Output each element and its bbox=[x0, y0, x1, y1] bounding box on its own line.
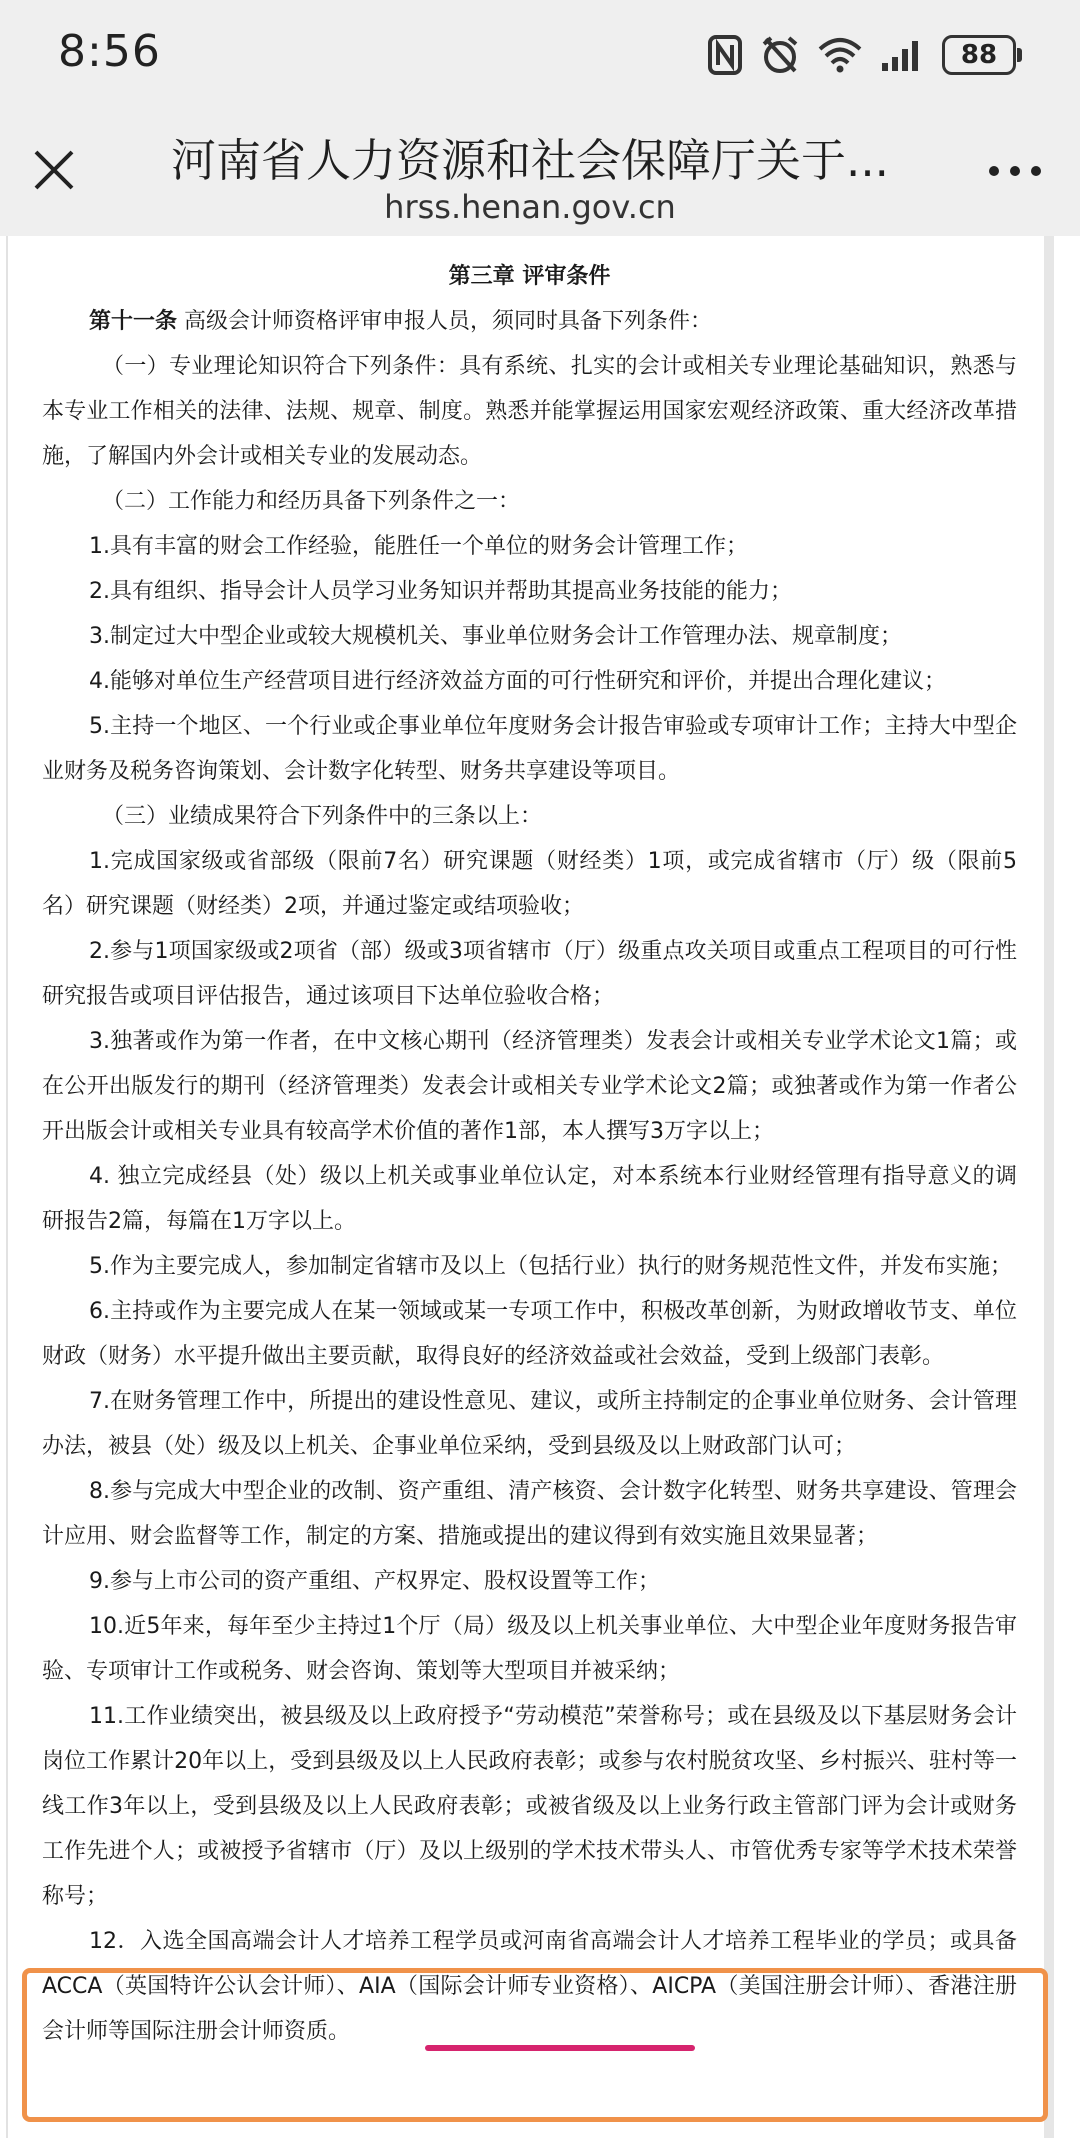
list-item: 2.具有组织、指导会计人员学习业务知识并帮助其提高业务技能的能力； bbox=[89, 579, 792, 604]
list-item: 9.参与上市公司的资产重组、产权界定、股权设置等工作； bbox=[89, 1569, 660, 1594]
list-item: 5.主持一个地区、一个行业或企事业单位年度财务会计报告审验或专项审计工作；主持大中型企业财务及税务咨询策划、会计数字化转型、财务共享建设等项目。 bbox=[42, 714, 1017, 784]
battery-level: 88 bbox=[942, 35, 1016, 75]
article-text: 高级会计师资格评审申报人员，须同时具备下列条件： bbox=[184, 309, 713, 334]
browser-title-bar bbox=[0, 110, 1080, 236]
scrollbar[interactable] bbox=[1044, 236, 1054, 2138]
list-item: 2.参与1项国家级或2项省（部）级或3项省辖市（厅）级重点攻关项目或重点工程项目的可行性研究报告或项目评估报告，通过该项目下达单位验收合格； bbox=[42, 939, 1017, 1009]
page-url[interactable]: hrss.henan.gov.cn bbox=[384, 188, 676, 226]
list-item: 5.作为主要完成人，参加制定省辖市及以上（包括行业）执行的财务规范性文件，并发布实施； bbox=[89, 1254, 1012, 1279]
document-body bbox=[42, 254, 1017, 2054]
status-icons bbox=[708, 30, 1016, 80]
page-edge-left bbox=[6, 236, 8, 2138]
list-item: 11.工作业绩突出，被县级及以上政府授予“劳动模范”荣誉称号；或在县级及以下基层财务会计岗位工作累计20年以上，受到县级及以上人民政府表彰；或参与农村脱贫攻坚、乡村振兴、驻村等一线工作3年以上，受到县级及以上人民政府表彰；或被省级及以上业务行政主管部门评为会计或财务工作先进个人；或被授予省辖市（厅）及以上级别的学术技术带头人、市管优秀专家等学术技术荣誉称号； bbox=[42, 1704, 1017, 1909]
list-item: 10.近5年来，每年至少主持过1个厅（局）级及以上机关事业单位、大中型企业年度财务报告审验、专项审计工作或税务、财会咨询、策划等大型项目并被采纳； bbox=[42, 1614, 1017, 1684]
list-item: 6.主持或作为主要完成人在某一领域或某一专项工作中，积极改革创新，为财政增收节支、单位财政（财务）水平提升做出主要贡献，取得良好的经济效益或社会效益，受到上级部门表彰。 bbox=[42, 1299, 1017, 1369]
list-item: 8.参与完成大中型企业的改制、资产重组、清产核资、会计数字化转型、财务共享建设、管理会计应用、财会监督等工作，制定的方案、措施或提出的建议得到有效实施且效果显著； bbox=[42, 1479, 1017, 1549]
alarm-off-icon bbox=[760, 33, 800, 77]
list-item: 4. 独立完成经县（处）级以上机关或事业单位认定，对本系统本行业财经管理有指导意义的调研报告2篇，每篇在1万字以上。 bbox=[42, 1164, 1017, 1234]
list-item: 1.完成国家级或省部级（限前7名）研究课题（财经类）1项，或完成省辖市（厅）级（限前5名）研究课题（财经类）2项，并通过鉴定或结项验收； bbox=[42, 849, 1017, 919]
status-bar bbox=[0, 0, 1080, 110]
list-item: 7.在财务管理工作中，所提出的建设性意见、建议，或所主持制定的企事业单位财务、会计管理办法，被县（处）级及以上机关、企事业单位采纳，受到县级及以上财政部门认可； bbox=[42, 1389, 1017, 1459]
article-label: 第十一条 bbox=[89, 309, 178, 334]
battery-icon bbox=[942, 33, 1016, 77]
list-item: 3.独著或作为第一作者，在中文核心期刊（经济管理类）发表会计或相关专业学术论文1篇；或在公开出版发行的期刊（经济管理类）发表会计或相关专业学术论文2篇；或独著或作为第一作者公开出版会计或相关专业具有较高学术价值的著作1部，本人撰写3万字以上； bbox=[42, 1029, 1017, 1144]
nfc-icon bbox=[708, 33, 742, 77]
chapter-heading: 第三章 评审条件 bbox=[448, 264, 611, 289]
list-item: 4.能够对单位生产经营项目进行经济效益方面的可行性研究和评价，并提出合理化建议； bbox=[89, 669, 946, 694]
more-icon bbox=[986, 158, 1044, 184]
section-1: （一）专业理论知识符合下列条件：具有系统、扎实的会计或相关专业理论基础知识，熟悉与本专业工作相关的法律、法规、规章、制度。熟悉并能掌握运用国家宏观经济政策、重大经济改革措施，了解国内外会计或相关专业的发展动态。 bbox=[42, 354, 1017, 469]
more-button[interactable] bbox=[986, 158, 1044, 184]
article-11 bbox=[42, 299, 1017, 344]
close-icon bbox=[28, 144, 80, 196]
status-time: 8:56 bbox=[58, 26, 161, 77]
close-button[interactable] bbox=[28, 144, 80, 196]
wifi-icon bbox=[818, 33, 862, 77]
list-item: 3.制定过大中型企业或较大规模机关、事业单位财务会计工作管理办法、规章制度； bbox=[89, 624, 902, 649]
list-item: 1.具有丰富的财会工作经验，能胜任一个单位的财务会计管理工作； bbox=[89, 534, 748, 559]
list-item-highlighted: 12．入选全国高端会计人才培养工程学员或河南省高端会计人才培养工程毕业的学员；或具备ACCA（英国特许公认会计师）、AIA（国际会计师专业资格）、AICPA（美国注册会计师）、香港注册会计师等国际注册会计师资质。 bbox=[42, 1929, 1017, 2044]
page-title: 河南省人力资源和社会保障厅关于... bbox=[171, 134, 889, 187]
section-2: （二）工作能力和经历具备下列条件之一： bbox=[102, 489, 521, 514]
signal-icon bbox=[880, 33, 924, 77]
section-3: （三）业绩成果符合下列条件中的三条以上： bbox=[102, 804, 543, 829]
